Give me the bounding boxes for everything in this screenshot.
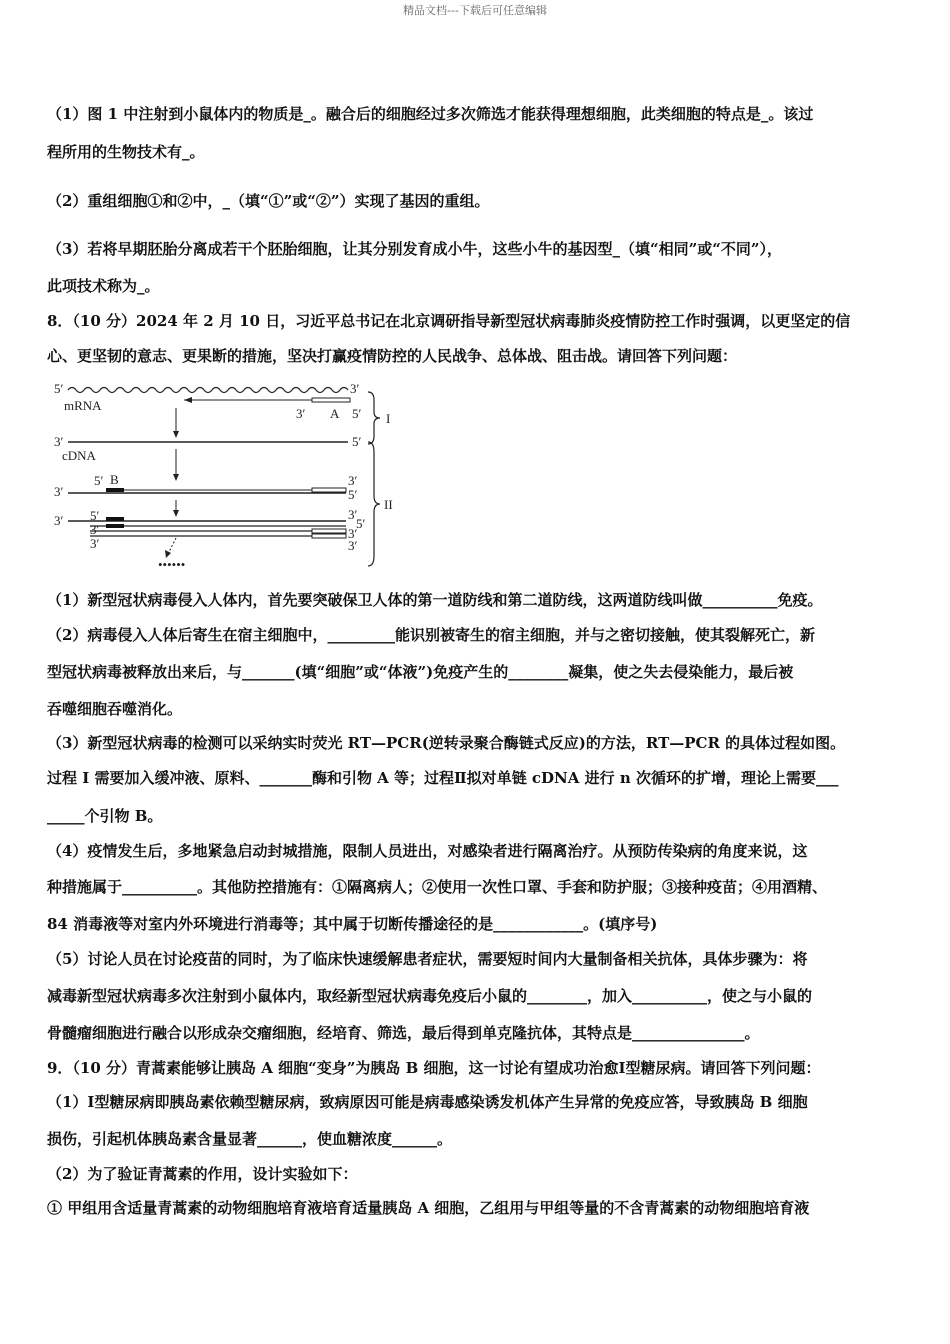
- text-line: 程所用的生物技术有_。: [47, 143, 205, 161]
- text-line: _____个引物 B。: [47, 807, 163, 825]
- text-line: （2）重组细胞①和②中，_（填“①”或“②”）实现了基因的重组。: [47, 192, 490, 210]
- text-line: （5）讨论人员在讨论疫苗的同时，为了临床快速缓解患者症状，需要短时间内大量制备相关抗体，具体步骤为：将: [47, 950, 808, 968]
- cdna-5-end: 5′: [352, 434, 362, 449]
- text-line: 吞噬细胞吞噬消化。: [47, 700, 183, 718]
- text-line: 骨髓瘤细胞进行融合以形成杂交瘤细胞，经培育、筛选，最后得到单克隆抗体，其特点是_______________。: [47, 1024, 760, 1042]
- svg-text:5′: 5′: [356, 516, 366, 531]
- text-line: 过程 I 需要加入缓冲液、原料、_______酶和引物 A 等；过程Ⅱ拟对单链 cDNA 进行 n 次循环的扩增，理论上需要___: [47, 769, 839, 787]
- text-line: 减毒新型冠状病毒多次注射到小鼠体内，取经新型冠状病毒免疫后小鼠的________，加入__________，使之与小鼠的: [47, 987, 813, 1005]
- text-line: （4）疫情发生后，多地紧急启动封城措施，限制人员进出，对感染者进行隔离治疗。从预防传染病的角度来说，这: [47, 842, 808, 860]
- stage-2-label: II: [384, 497, 393, 512]
- text-line: 损伤，引起机体胰岛素含量显著______，使血糖浓度______。: [47, 1130, 453, 1148]
- question-9-heading: 9．（10 分）青蒿素能够让胰岛 A 细胞“变身”为胰岛 B 细胞，这一讨论有望成功治愈Ⅰ型糖尿病。请回答下列问题：: [47, 1059, 821, 1077]
- text-line: （1）新型冠状病毒侵入人体内，首先要突破保卫人体的第一道防线和第二道防线，这两道防线叫做__________免疫。: [47, 591, 823, 609]
- svg-text:3′: 3′: [90, 522, 100, 537]
- text-line: （1）Ⅰ型糖尿病即胰岛素依赖型糖尿病，致病原因可能是病毒感染诱发机体产生异常的免疫应答，导致胰岛 B 细胞: [47, 1093, 808, 1111]
- svg-text:5′: 5′: [348, 487, 358, 502]
- svg-text:5′: 5′: [90, 508, 100, 523]
- question-8-heading: 8．（10 分）2024 年 2 月 10 日，习近平总书记在北京调研指导新型冠状病毒肺炎疫情防控工作时强调，以更坚定的信: [47, 312, 851, 330]
- text-line: 心、更坚韧的意志、更果断的措施，坚决打赢疫情防控的人民战争、总体战、阻击战。请回答下列问题：: [47, 347, 738, 365]
- rt-pcr-diagram: [50, 378, 430, 573]
- text-line: ① 甲组用含适量青蒿素的动物细胞培育液培育适量胰岛 A 细胞，乙组用与甲组等量的不含青蒿素的动物细胞培育液: [47, 1199, 810, 1217]
- mrna-strand: [68, 388, 348, 393]
- primer-a: [312, 398, 350, 402]
- mrna-label: mRNA: [64, 398, 102, 413]
- primer-b-5-end: 5′: [94, 473, 104, 488]
- primer-b: [106, 488, 124, 492]
- svg-text:3′: 3′: [348, 473, 358, 488]
- text-line: 种措施属于__________。其他防控措施有：①隔离病人；②使用一次性口罩、手套和防护服；③接种疫苗；④用酒精、: [47, 878, 828, 896]
- text-line: （2）病毒侵入人体后寄生在宿主细胞中，_________能识别被寄生的宿主细胞，并与之密切接触，使其裂解死亡，新: [47, 626, 815, 644]
- primer-a-3-end: 3′: [296, 406, 306, 421]
- text-line: 84 消毒液等对室内外环境进行消毒等；其中属于切断传播途径的是____________。(填序号): [47, 915, 658, 933]
- document-header: 精品文档---下载后可任意编辑: [403, 4, 547, 17]
- primer-a-5-end: 5′: [352, 406, 362, 421]
- primer-b-label: B: [110, 472, 119, 487]
- text-line: （3）若将早期胚胎分离成若干个胚胎细胞，让其分别发育成小牛，这些小牛的基因型_（填“相同”或“不同”），: [47, 240, 782, 258]
- cdna-3-end: 3′: [54, 434, 64, 449]
- text-line: （2）为了验证青蒿素的作用，设计实验如下：: [47, 1165, 358, 1183]
- svg-text:3′: 3′: [348, 526, 358, 541]
- svg-text:3′: 3′: [348, 538, 358, 553]
- mrna-3-end: 3′: [350, 381, 360, 396]
- stage-1-label: I: [386, 411, 391, 426]
- svg-text:3′: 3′: [90, 536, 100, 551]
- cdna-label: cDNA: [62, 448, 96, 463]
- text-line: （1）图 1 中注射到小鼠体内的物质是_。融合后的细胞经过多次筛选才能获得理想细胞，此类细胞的特点是_。该过: [47, 105, 814, 123]
- svg-text:3′: 3′: [54, 484, 64, 499]
- continuation-dots: ••••••: [158, 557, 186, 572]
- bracket-stage-1: [368, 392, 380, 444]
- mrna-5-end: 5′: [54, 381, 64, 396]
- text-line: 此项技术称为_。: [47, 277, 160, 295]
- svg-text:3′: 3′: [348, 507, 358, 522]
- text-line: 型冠状病毒被释放出来后，与_______(填“细胞”或“体液”)免疫产生的________凝集，使之失去侵染能力，最后被: [47, 663, 794, 681]
- svg-text:3′: 3′: [54, 513, 64, 528]
- bracket-stage-2: [368, 442, 380, 566]
- primer-a-label: A: [330, 406, 340, 421]
- text-line: （3）新型冠状病毒的检测可以采纳实时荧光 RT—PCR(逆转录聚合酶链式反应)的方法，RT—PCR 的具体过程如图。: [47, 734, 846, 752]
